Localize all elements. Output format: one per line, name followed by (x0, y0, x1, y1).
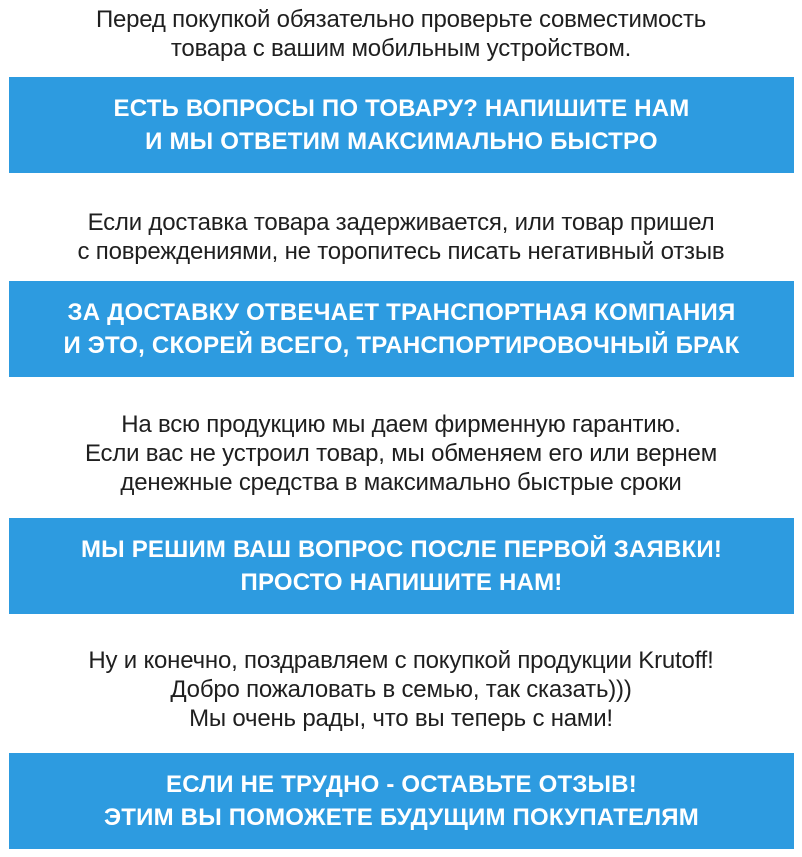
welcome-note-line-2: Добро пожаловать в семью, так сказать))) (170, 676, 632, 703)
delivery-banner-line-2: И ЭТО, СКОРЕЙ ВСЕГО, ТРАНСПОРТИРОВОЧНЫЙ БРАК (63, 332, 740, 359)
compatibility-note (0, 5, 802, 63)
delivery-banner (9, 281, 794, 377)
delivery-note (0, 208, 802, 266)
warranty-note-line-2: Если вас не устроил товар, мы обменяем его или вернем (84, 440, 717, 467)
warranty-note-line-3: денежные средства в максимально быстрые сроки (120, 469, 682, 496)
questions-banner-line-2: И МЫ ОТВЕТИМ МАКСИМАЛЬНО БЫСТРО (145, 128, 658, 155)
delivery-note-line-1: Если доставка товара задерживается, или товар пришел (87, 209, 715, 236)
delivery-note-line-2: с повреждениями, не торопитесь писать негативный отзыв (77, 238, 725, 265)
review-banner (9, 753, 794, 849)
review-banner-line-1: ЕСЛИ НЕ ТРУДНО - ОСТАВЬТЕ ОТЗЫВ! (166, 771, 637, 798)
resolve-banner (9, 518, 794, 614)
delivery-banner-line-1: ЗА ДОСТАВКУ ОТВЕЧАЕТ ТРАНСПОРТНАЯ КОМПАНИЯ (67, 299, 736, 326)
questions-banner (9, 77, 794, 173)
resolve-banner-line-1: МЫ РЕШИМ ВАШ ВОПРОС ПОСЛЕ ПЕРВОЙ ЗАЯВКИ! (80, 536, 723, 563)
compatibility-note-line-1: Перед покупкой обязательно проверьте совместимость (95, 6, 707, 33)
compatibility-note-line-2: товара с вашим мобильным устройством. (170, 35, 632, 62)
resolve-banner-line-2: ПРОСТО НАПИШИТЕ НАМ! (240, 569, 563, 596)
warranty-note-line-1: На всю продукцию мы даем фирменную гарантию. (121, 411, 681, 438)
warranty-note (0, 410, 802, 497)
welcome-note-line-1: Ну и конечно, поздравляем с покупкой продукции Krutoff! (88, 647, 714, 674)
questions-banner-line-1: ЕСТЬ ВОПРОСЫ ПО ТОВАРУ? НАПИШИТЕ НАМ (113, 95, 690, 122)
welcome-note-line-3: Мы очень рады, что вы теперь с нами! (189, 705, 613, 732)
welcome-note (0, 646, 802, 733)
review-banner-line-2: ЭТИМ ВЫ ПОМОЖЕТЕ БУДУЩИМ ПОКУПАТЕЛЯМ (104, 804, 699, 831)
